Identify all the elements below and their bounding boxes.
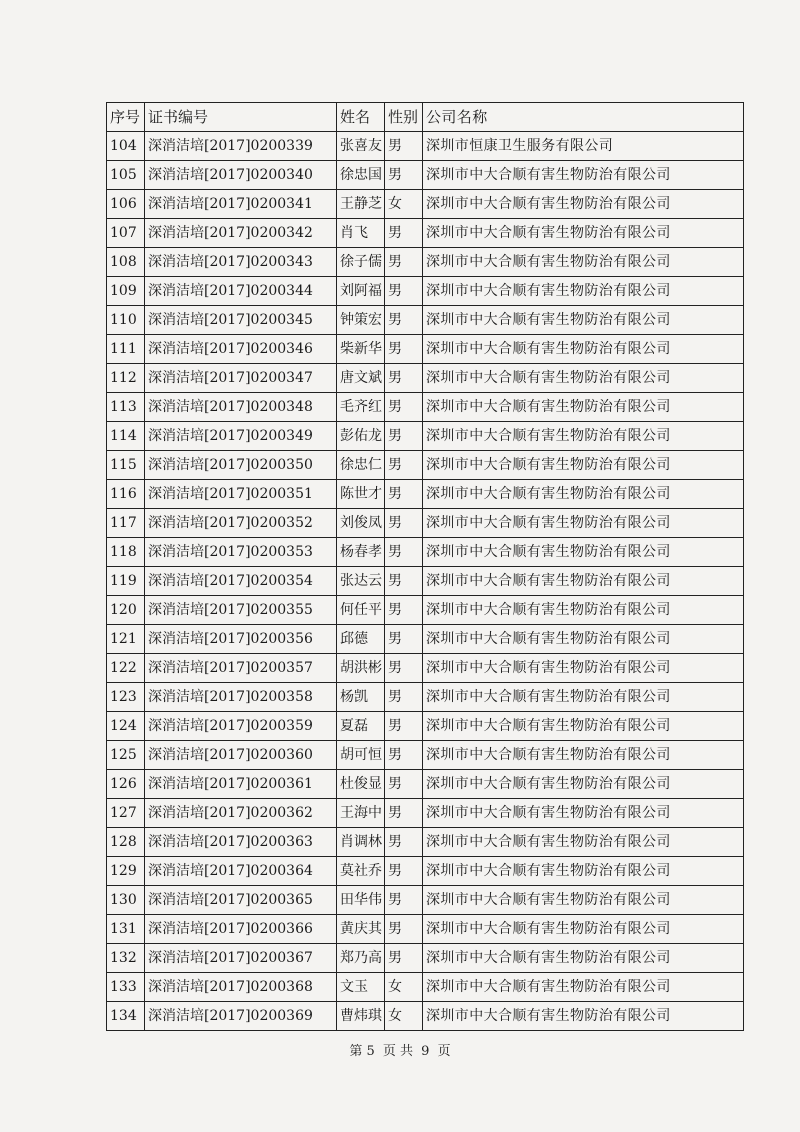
company-cell: 深圳市中大合顺有害生物防治有限公司 <box>423 335 744 364</box>
table-row <box>107 596 744 625</box>
certificate-no-cell: 深消洁培[2017]0200363 <box>145 828 337 857</box>
table-row <box>107 828 744 857</box>
serial-no-cell: 116 <box>107 480 145 509</box>
serial-no-cell: 120 <box>107 596 145 625</box>
company-cell: 深圳市中大合顺有害生物防治有限公司 <box>423 219 744 248</box>
certificate-no-cell: 深消洁培[2017]0200360 <box>145 741 337 770</box>
table-row <box>107 567 744 596</box>
certificate-roster-table <box>106 102 744 1031</box>
certificate-no-cell: 深消洁培[2017]0200361 <box>145 770 337 799</box>
certificate-no-cell: 深消洁培[2017]0200368 <box>145 973 337 1002</box>
company-cell: 深圳市中大合顺有害生物防治有限公司 <box>423 538 744 567</box>
gender-cell: 女 <box>385 190 423 219</box>
company-cell: 深圳市中大合顺有害生物防治有限公司 <box>423 567 744 596</box>
table-row <box>107 799 744 828</box>
serial-no-cell: 119 <box>107 567 145 596</box>
company-cell: 深圳市中大合顺有害生物防治有限公司 <box>423 451 744 480</box>
company-cell: 深圳市中大合顺有害生物防治有限公司 <box>423 886 744 915</box>
serial-no-cell: 111 <box>107 335 145 364</box>
gender-cell: 男 <box>385 654 423 683</box>
serial-no-cell: 118 <box>107 538 145 567</box>
certificate-no-cell: 深消洁培[2017]0200340 <box>145 161 337 190</box>
serial-no-cell: 104 <box>107 132 145 161</box>
company-cell: 深圳市中大合顺有害生物防治有限公司 <box>423 712 744 741</box>
table-row <box>107 248 744 277</box>
certificate-no-cell: 深消洁培[2017]0200345 <box>145 306 337 335</box>
certificate-no-cell: 深消洁培[2017]0200358 <box>145 683 337 712</box>
name-cell: 杜俊显 <box>337 770 385 799</box>
table-row <box>107 683 744 712</box>
table-row <box>107 654 744 683</box>
certificate-no-cell: 深消洁培[2017]0200366 <box>145 915 337 944</box>
company-cell: 深圳市中大合顺有害生物防治有限公司 <box>423 944 744 973</box>
serial-no-cell: 115 <box>107 451 145 480</box>
page-current: 5 <box>366 1044 375 1059</box>
table-row <box>107 712 744 741</box>
page-total: 9 <box>421 1044 430 1059</box>
certificate-no-cell: 深消洁培[2017]0200355 <box>145 596 337 625</box>
company-cell: 深圳市中大合顺有害生物防治有限公司 <box>423 393 744 422</box>
gender-cell: 男 <box>385 422 423 451</box>
table-row <box>107 1002 744 1031</box>
table-row <box>107 219 744 248</box>
table-row <box>107 509 744 538</box>
serial-no-cell: 131 <box>107 915 145 944</box>
serial-no-cell: 128 <box>107 828 145 857</box>
company-cell: 深圳市中大合顺有害生物防治有限公司 <box>423 509 744 538</box>
certificate-no-cell: 深消洁培[2017]0200353 <box>145 538 337 567</box>
company-cell: 深圳市中大合顺有害生物防治有限公司 <box>423 741 744 770</box>
serial-no-cell: 107 <box>107 219 145 248</box>
name-cell: 肖飞 <box>337 219 385 248</box>
name-cell: 王静芝 <box>337 190 385 219</box>
certificate-no-cell: 深消洁培[2017]0200339 <box>145 132 337 161</box>
table-row <box>107 335 744 364</box>
certificate-no-cell: 深消洁培[2017]0200364 <box>145 857 337 886</box>
gender-cell: 男 <box>385 770 423 799</box>
gender-cell: 男 <box>385 828 423 857</box>
name-cell: 徐忠国 <box>337 161 385 190</box>
serial-no-cell: 134 <box>107 1002 145 1031</box>
gender-cell: 男 <box>385 219 423 248</box>
serial-no-cell: 130 <box>107 886 145 915</box>
serial-no-cell: 106 <box>107 190 145 219</box>
table-row <box>107 190 744 219</box>
certificate-no-cell: 深消洁培[2017]0200359 <box>145 712 337 741</box>
name-cell: 田华伟 <box>337 886 385 915</box>
company-cell: 深圳市中大合顺有害生物防治有限公司 <box>423 306 744 335</box>
gender-cell: 男 <box>385 886 423 915</box>
certificate-no-cell: 深消洁培[2017]0200342 <box>145 219 337 248</box>
gender-cell: 男 <box>385 306 423 335</box>
name-cell: 刘俊凤 <box>337 509 385 538</box>
name-cell: 唐文斌 <box>337 364 385 393</box>
certificate-no-cell: 深消洁培[2017]0200367 <box>145 944 337 973</box>
name-cell: 夏磊 <box>337 712 385 741</box>
name-cell: 莫社乔 <box>337 857 385 886</box>
company-cell: 深圳市中大合顺有害生物防治有限公司 <box>423 596 744 625</box>
gender-cell: 男 <box>385 451 423 480</box>
company-cell: 深圳市中大合顺有害生物防治有限公司 <box>423 625 744 654</box>
gender-cell: 男 <box>385 480 423 509</box>
gender-cell: 男 <box>385 393 423 422</box>
name-cell: 柴新华 <box>337 335 385 364</box>
name-cell: 郑乃高 <box>337 944 385 973</box>
name-cell: 毛齐红 <box>337 393 385 422</box>
certificate-no-cell: 深消洁培[2017]0200354 <box>145 567 337 596</box>
company-cell: 深圳市中大合顺有害生物防治有限公司 <box>423 422 744 451</box>
name-cell: 钟策宏 <box>337 306 385 335</box>
serial-no-cell: 126 <box>107 770 145 799</box>
company-cell: 深圳市中大合顺有害生物防治有限公司 <box>423 915 744 944</box>
gender-cell: 男 <box>385 132 423 161</box>
gender-cell: 男 <box>385 161 423 190</box>
gender-cell: 男 <box>385 538 423 567</box>
serial-no-cell: 124 <box>107 712 145 741</box>
name-cell: 徐忠仁 <box>337 451 385 480</box>
gender-cell: 男 <box>385 509 423 538</box>
table-row <box>107 132 744 161</box>
gender-cell: 男 <box>385 683 423 712</box>
name-cell: 曹炜琪 <box>337 1002 385 1031</box>
name-cell: 陈世才 <box>337 480 385 509</box>
table-row <box>107 161 744 190</box>
gender-cell: 男 <box>385 364 423 393</box>
header-serial-no: 序号 <box>107 103 145 132</box>
company-cell: 深圳市中大合顺有害生物防治有限公司 <box>423 277 744 306</box>
table-row <box>107 393 744 422</box>
table-row <box>107 973 744 1002</box>
header-company: 公司名称 <box>423 103 744 132</box>
company-cell: 深圳市中大合顺有害生物防治有限公司 <box>423 161 744 190</box>
serial-no-cell: 114 <box>107 422 145 451</box>
gender-cell: 男 <box>385 944 423 973</box>
name-cell: 黄庆其 <box>337 915 385 944</box>
certificate-no-cell: 深消洁培[2017]0200365 <box>145 886 337 915</box>
name-cell: 王海中 <box>337 799 385 828</box>
company-cell: 深圳市中大合顺有害生物防治有限公司 <box>423 364 744 393</box>
table-row <box>107 625 744 654</box>
company-cell: 深圳市中大合顺有害生物防治有限公司 <box>423 1002 744 1031</box>
header-name: 姓名 <box>337 103 385 132</box>
serial-no-cell: 129 <box>107 857 145 886</box>
serial-no-cell: 122 <box>107 654 145 683</box>
company-cell: 深圳市中大合顺有害生物防治有限公司 <box>423 480 744 509</box>
serial-no-cell: 105 <box>107 161 145 190</box>
gender-cell: 男 <box>385 248 423 277</box>
certificate-no-cell: 深消洁培[2017]0200357 <box>145 654 337 683</box>
table-row <box>107 538 744 567</box>
name-cell: 胡可恒 <box>337 741 385 770</box>
company-cell: 深圳市中大合顺有害生物防治有限公司 <box>423 248 744 277</box>
certificate-no-cell: 深消洁培[2017]0200343 <box>145 248 337 277</box>
name-cell: 彭佑龙 <box>337 422 385 451</box>
table-row <box>107 886 744 915</box>
company-cell: 深圳市中大合顺有害生物防治有限公司 <box>423 770 744 799</box>
name-cell: 杨凯 <box>337 683 385 712</box>
certificate-no-cell: 深消洁培[2017]0200344 <box>145 277 337 306</box>
serial-no-cell: 112 <box>107 364 145 393</box>
company-cell: 深圳市中大合顺有害生物防治有限公司 <box>423 799 744 828</box>
header-certificate-no: 证书编号 <box>145 103 337 132</box>
page-footer <box>0 1040 800 1059</box>
serial-no-cell: 110 <box>107 306 145 335</box>
gender-cell: 男 <box>385 857 423 886</box>
gender-cell: 男 <box>385 741 423 770</box>
name-cell: 徐子儒 <box>337 248 385 277</box>
name-cell: 肖调林 <box>337 828 385 857</box>
serial-no-cell: 117 <box>107 509 145 538</box>
company-cell: 深圳市中大合顺有害生物防治有限公司 <box>423 683 744 712</box>
name-cell: 邱德 <box>337 625 385 654</box>
name-cell: 胡洪彬 <box>337 654 385 683</box>
serial-no-cell: 127 <box>107 799 145 828</box>
gender-cell: 男 <box>385 277 423 306</box>
name-cell: 文玉 <box>337 973 385 1002</box>
table-row <box>107 944 744 973</box>
certificate-no-cell: 深消洁培[2017]0200347 <box>145 364 337 393</box>
table-row <box>107 364 744 393</box>
serial-no-cell: 132 <box>107 944 145 973</box>
page-label-mid: 页 共 <box>382 1044 413 1059</box>
gender-cell: 女 <box>385 1002 423 1031</box>
table-row <box>107 422 744 451</box>
certificate-no-cell: 深消洁培[2017]0200356 <box>145 625 337 654</box>
company-cell: 深圳市中大合顺有害生物防治有限公司 <box>423 654 744 683</box>
gender-cell: 男 <box>385 335 423 364</box>
serial-no-cell: 121 <box>107 625 145 654</box>
table-row <box>107 770 744 799</box>
table-row <box>107 915 744 944</box>
gender-cell: 男 <box>385 596 423 625</box>
company-cell: 深圳市中大合顺有害生物防治有限公司 <box>423 857 744 886</box>
name-cell: 张达云 <box>337 567 385 596</box>
table-row <box>107 741 744 770</box>
certificate-no-cell: 深消洁培[2017]0200341 <box>145 190 337 219</box>
gender-cell: 女 <box>385 973 423 1002</box>
gender-cell: 男 <box>385 625 423 654</box>
table-row <box>107 857 744 886</box>
table-row <box>107 277 744 306</box>
page-label-prefix: 第 <box>349 1044 363 1059</box>
company-cell: 深圳市中大合顺有害生物防治有限公司 <box>423 828 744 857</box>
certificate-no-cell: 深消洁培[2017]0200351 <box>145 480 337 509</box>
table-row <box>107 480 744 509</box>
certificate-no-cell: 深消洁培[2017]0200369 <box>145 1002 337 1031</box>
gender-cell: 男 <box>385 712 423 741</box>
gender-cell: 男 <box>385 567 423 596</box>
header-gender: 性别 <box>385 103 423 132</box>
table-row <box>107 451 744 480</box>
company-cell: 深圳市中大合顺有害生物防治有限公司 <box>423 190 744 219</box>
page-label-suffix: 页 <box>437 1044 451 1059</box>
certificate-no-cell: 深消洁培[2017]0200346 <box>145 335 337 364</box>
name-cell: 刘阿福 <box>337 277 385 306</box>
serial-no-cell: 113 <box>107 393 145 422</box>
certificate-no-cell: 深消洁培[2017]0200350 <box>145 451 337 480</box>
serial-no-cell: 125 <box>107 741 145 770</box>
certificate-no-cell: 深消洁培[2017]0200349 <box>145 422 337 451</box>
serial-no-cell: 108 <box>107 248 145 277</box>
table-body <box>107 132 744 1031</box>
name-cell: 张喜友 <box>337 132 385 161</box>
gender-cell: 男 <box>385 915 423 944</box>
company-cell: 深圳市中大合顺有害生物防治有限公司 <box>423 973 744 1002</box>
serial-no-cell: 123 <box>107 683 145 712</box>
certificate-no-cell: 深消洁培[2017]0200362 <box>145 799 337 828</box>
table-header-row <box>107 103 744 132</box>
name-cell: 杨春孝 <box>337 538 385 567</box>
table-row <box>107 306 744 335</box>
serial-no-cell: 109 <box>107 277 145 306</box>
gender-cell: 男 <box>385 799 423 828</box>
name-cell: 何任平 <box>337 596 385 625</box>
certificate-no-cell: 深消洁培[2017]0200348 <box>145 393 337 422</box>
certificate-no-cell: 深消洁培[2017]0200352 <box>145 509 337 538</box>
serial-no-cell: 133 <box>107 973 145 1002</box>
company-cell: 深圳市恒康卫生服务有限公司 <box>423 132 744 161</box>
